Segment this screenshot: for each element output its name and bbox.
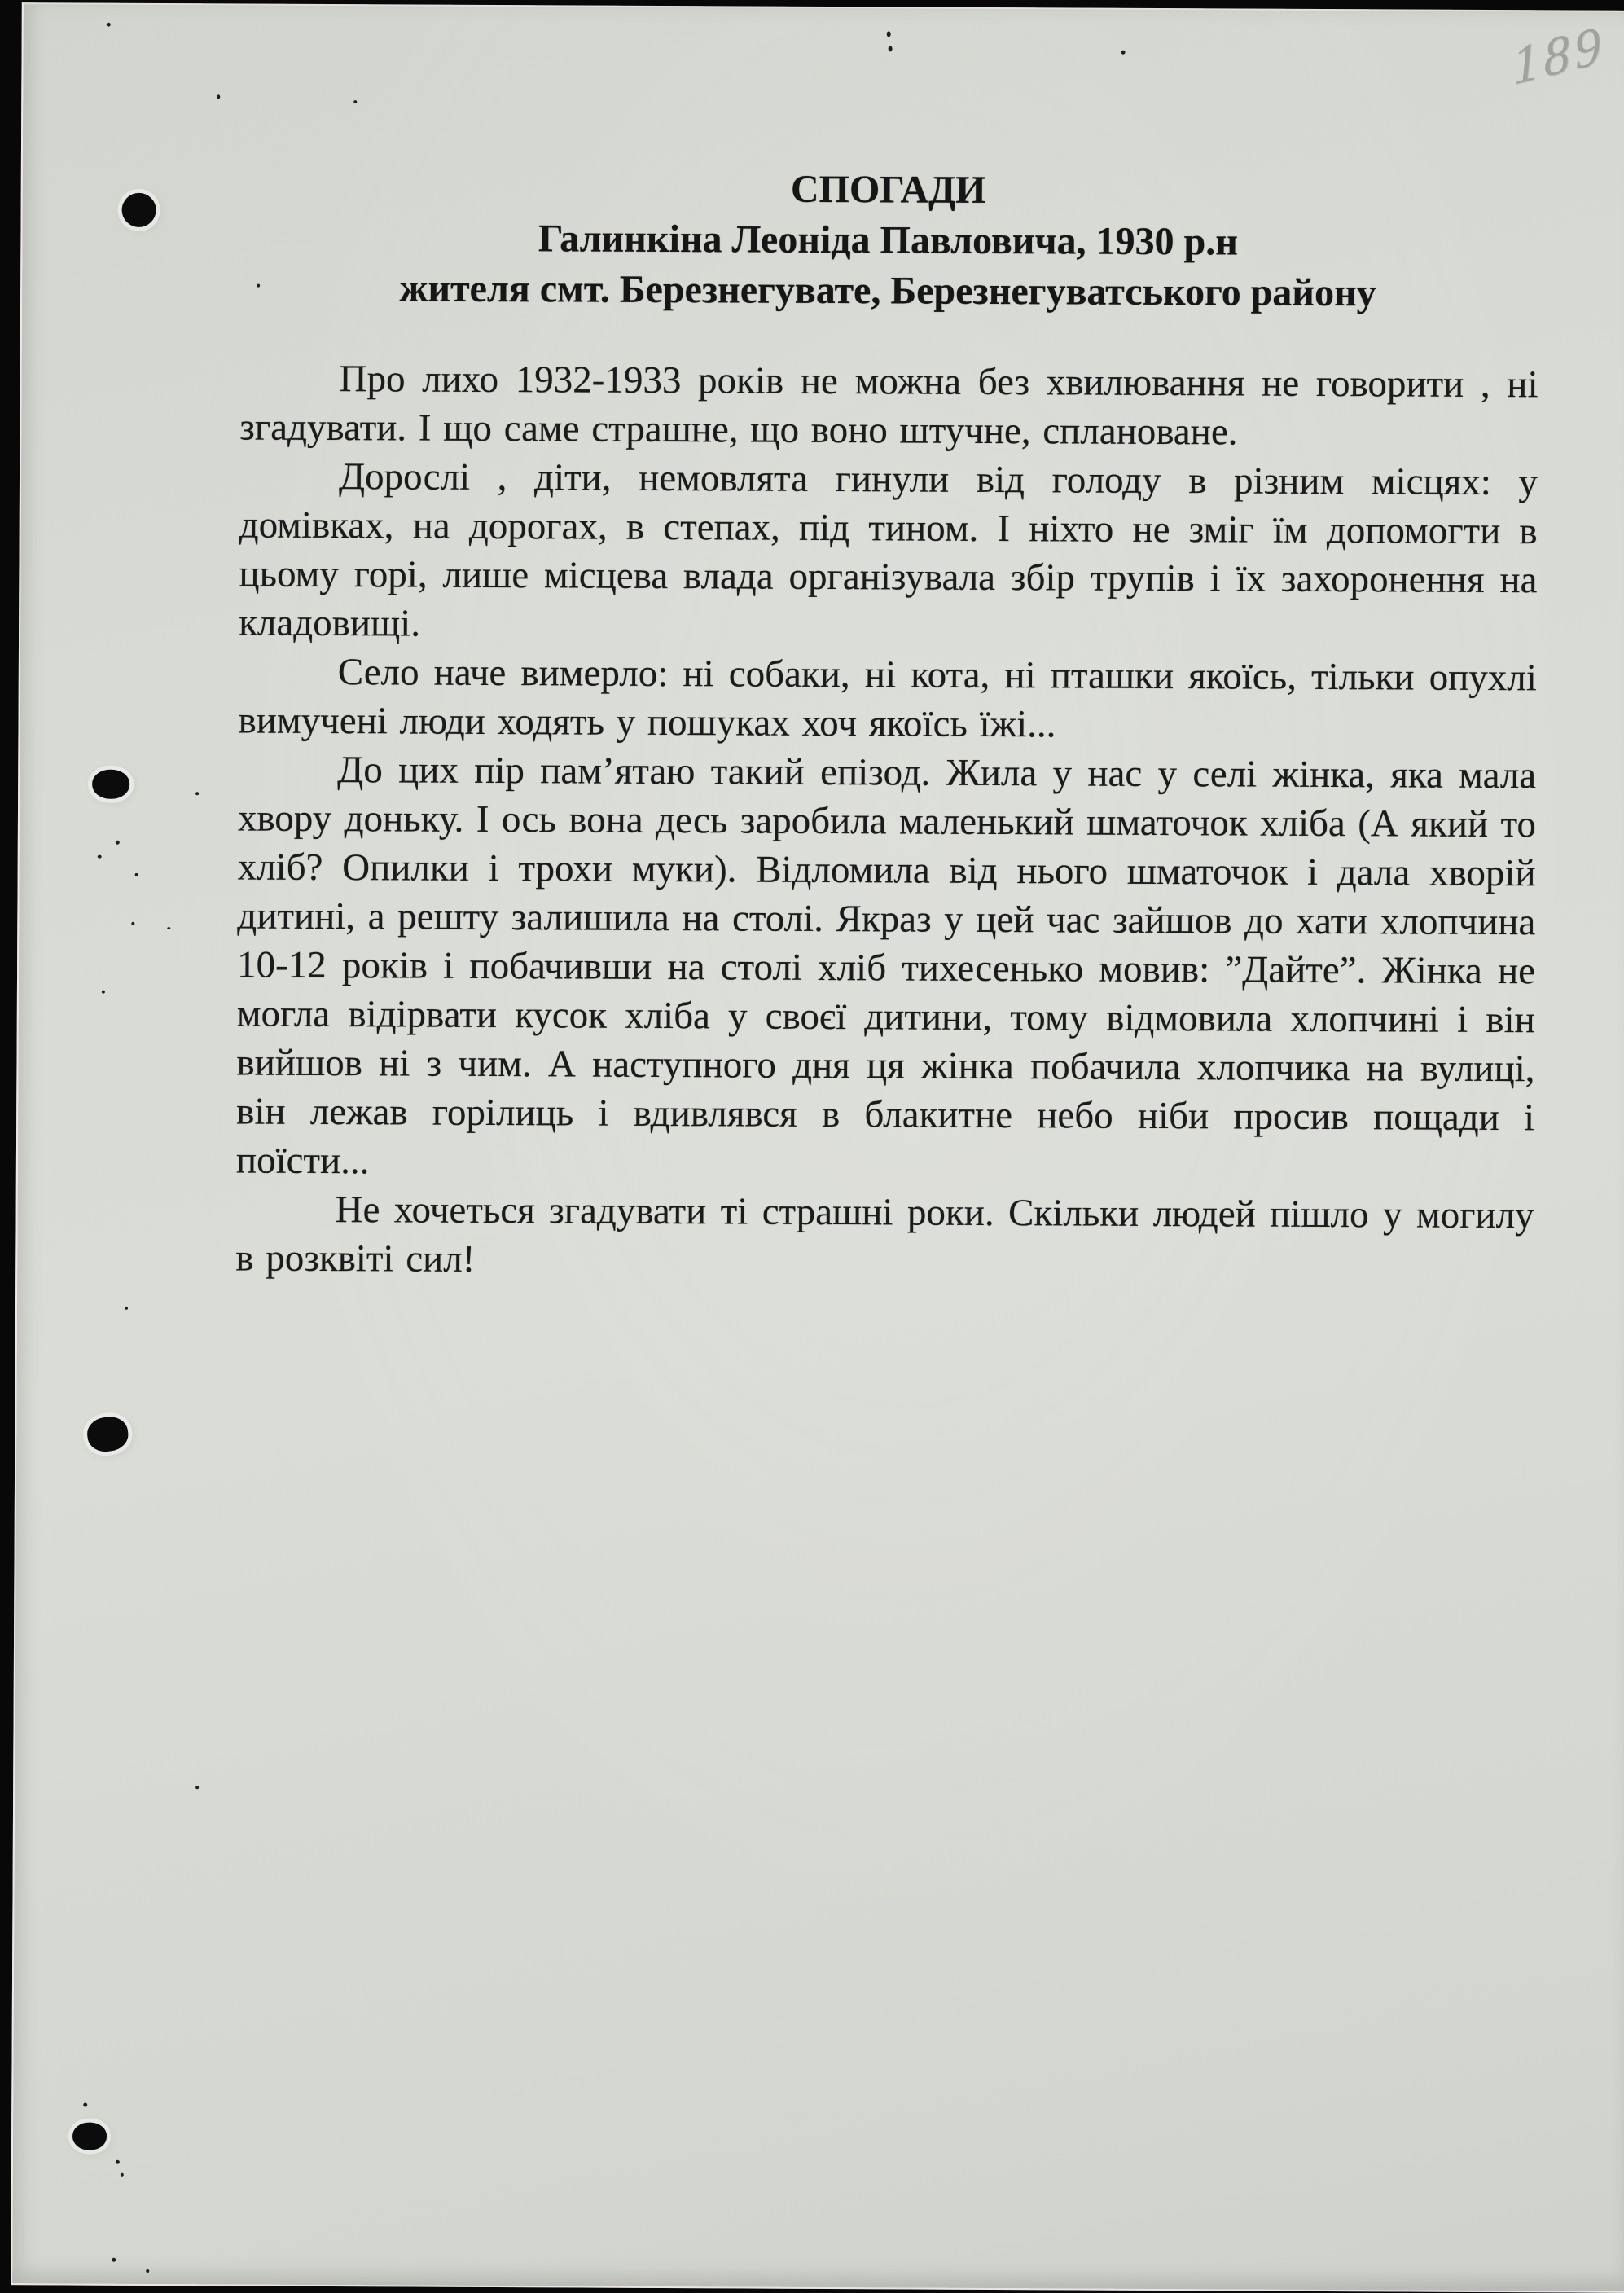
body-paragraph: Село наче вимерло: ні собаки, ні кота, ні пташки якоїсь, тільки опухлі вимучені люди ходять у пошуках хоч якоїсь їжі...	[238, 651, 1537, 746]
body-paragraph: Дорослі , діти, немовлята гинули від голоду в різним місцях: у домівках, на дорогах, в степах, під тином. І ніхто не зміг їм допомогти в цьому горі, лише місцева влада організувала збір трупів і їх захоронення на кладовищі.	[239, 455, 1538, 645]
punch-hole	[92, 770, 129, 799]
document-author-location-line: жителя смт. Березнегувате, Березнегуватського району	[399, 266, 1376, 315]
body-paragraph: До цих пір пам’ятаю такий епізод. Жила у нас у селі жінка, яка мала хвору доньку. І ось вона десь заробила маленький шматочок хліба (А який то хліб? Опилки і трохи муки). Відломила від нього шматочок і дала хворій дитині, а решту залишила на столі. Якраз у цей час зайшов до хати хлопчина 10-12 років і побачивши на столі хліб тихесенько мовив: ”Дайте”. Жінка не могла відірвати кусок хліба у своєї дитини, тому відмовила хлопчині і він вийшов ні з чим. А наступного дня ця жінка побачила хлопчика на вулиці, він лежав горілиць і вдивлявся в блакитне небо ніби просив пощади і поїсти...	[235, 749, 1537, 1183]
dust-speck	[83, 2103, 87, 2107]
dust-speck	[102, 991, 105, 994]
dust-speck	[131, 922, 134, 925]
dust-speck	[116, 2160, 120, 2164]
dust-speck	[257, 284, 260, 288]
body-paragraph: Про лихо 1932-1933 років не можна без хвилювання не говорити , ні згадувати. І що саме страшне, що воно штучне, сплановане.	[239, 358, 1538, 454]
dust-speck	[112, 2258, 116, 2262]
handwritten-page-number: 189	[1510, 14, 1608, 97]
document-body	[235, 354, 1538, 1289]
body-paragraph: Не хочеться згадувати ті страшні роки. Скільки людей пішло у могилу в розквіті сил!	[235, 1188, 1534, 1280]
dust-speck	[107, 23, 111, 27]
punch-hole	[72, 2123, 107, 2150]
dust-speck	[217, 94, 220, 99]
punch-hole	[122, 193, 156, 227]
dust-speck	[1121, 51, 1126, 55]
dust-speck	[353, 100, 357, 103]
dust-speck	[98, 855, 102, 859]
dust-speck	[116, 841, 120, 845]
document-header	[81, 161, 1624, 321]
punch-hole	[86, 1415, 130, 1454]
dust-speck	[146, 2269, 149, 2273]
dust-speck	[135, 873, 138, 876]
dust-speck	[121, 2173, 124, 2177]
dust-speck	[195, 792, 199, 795]
document-author-line: Галинкіна Леоніда Павловича, 1930 р.н	[538, 217, 1239, 264]
document-title: СПОГАДИ	[790, 167, 986, 212]
dust-speck	[889, 46, 893, 51]
dust-speck	[887, 31, 891, 37]
document-page	[11, 2, 1624, 2293]
dust-speck	[125, 1307, 128, 1310]
dust-speck	[167, 927, 170, 929]
dust-speck	[195, 1786, 199, 1789]
